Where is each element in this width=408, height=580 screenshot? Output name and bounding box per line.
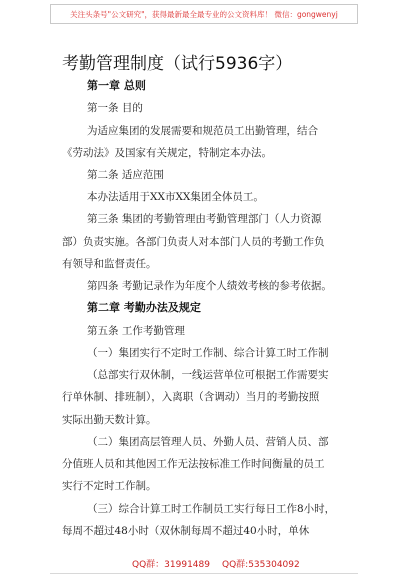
- paragraph-line: 为适应集团的发展需要和规范员工出勤管理，结合: [87, 125, 318, 137]
- paragraph-line: 实行不定时工作制。: [62, 480, 157, 492]
- paragraph-line: 部）负责实施。各部门负责人对本部门人员的考勤工作负: [62, 236, 325, 248]
- chapter-2-heading: 第二章 考勤办法及规定: [87, 301, 201, 314]
- paragraph-line: （总部实行双休制，一线运营单位可根据工作需要实: [87, 369, 329, 381]
- paragraph-line: 《劳动法》及国家有关规定，特制定本办法。: [62, 147, 272, 159]
- paragraph-line: 第三条 集团的考勤管理由考勤管理部门（人力资源: [87, 213, 322, 225]
- document-title: 考勤管理制度（试行5936字）: [62, 54, 293, 74]
- footer-qq-group-left: QQ群：31991489: [132, 560, 210, 570]
- chapter-1-heading: 第一章 总则: [87, 79, 146, 92]
- article-2-heading: 第二条 适应范围: [87, 169, 164, 181]
- footer: [0, 557, 408, 571]
- paragraph-line: 本办法适用于XX市XX集团全体员工。: [87, 191, 264, 203]
- article-1-heading: 第一条 目的: [87, 102, 143, 114]
- paragraph-line: （三）综合计算工时工作制员工实行每日工作8小时，: [87, 503, 336, 515]
- paragraph-line: （二）集团高层管理人员、外勤人员、营销人员、部: [87, 436, 329, 448]
- paragraph-line: 有领导和监督责任。: [62, 258, 157, 270]
- header-banner: 关注头条号"公文研究"，获得最新最全最专业的公文资料库！ 微信：gongwenyj: [50, 4, 358, 24]
- footer-divider: [50, 573, 358, 574]
- paragraph-line: （一）集团实行不定时工作制、综合计算工时工作制: [87, 347, 329, 359]
- paragraph-line: 实际出勤天数计算。: [62, 414, 157, 426]
- footer-qq-group-right: QQ群:535304092: [222, 560, 300, 570]
- paragraph-line: 每周不超过48小时（双休制每周不超过40小时，单休: [62, 525, 310, 537]
- article-5-heading: 第五条 工作考勤管理: [87, 325, 185, 337]
- paragraph-line: 行单休制、排班制），入离职（含调动）当月的考勤按照: [62, 391, 320, 403]
- paragraph-line: 第四条 考勤记录作为年度个人绩效考核的参考依据。: [87, 280, 332, 292]
- paragraph-line: 分值班人员和其他因工作无法按标准工作时间衡量的员工: [62, 458, 325, 470]
